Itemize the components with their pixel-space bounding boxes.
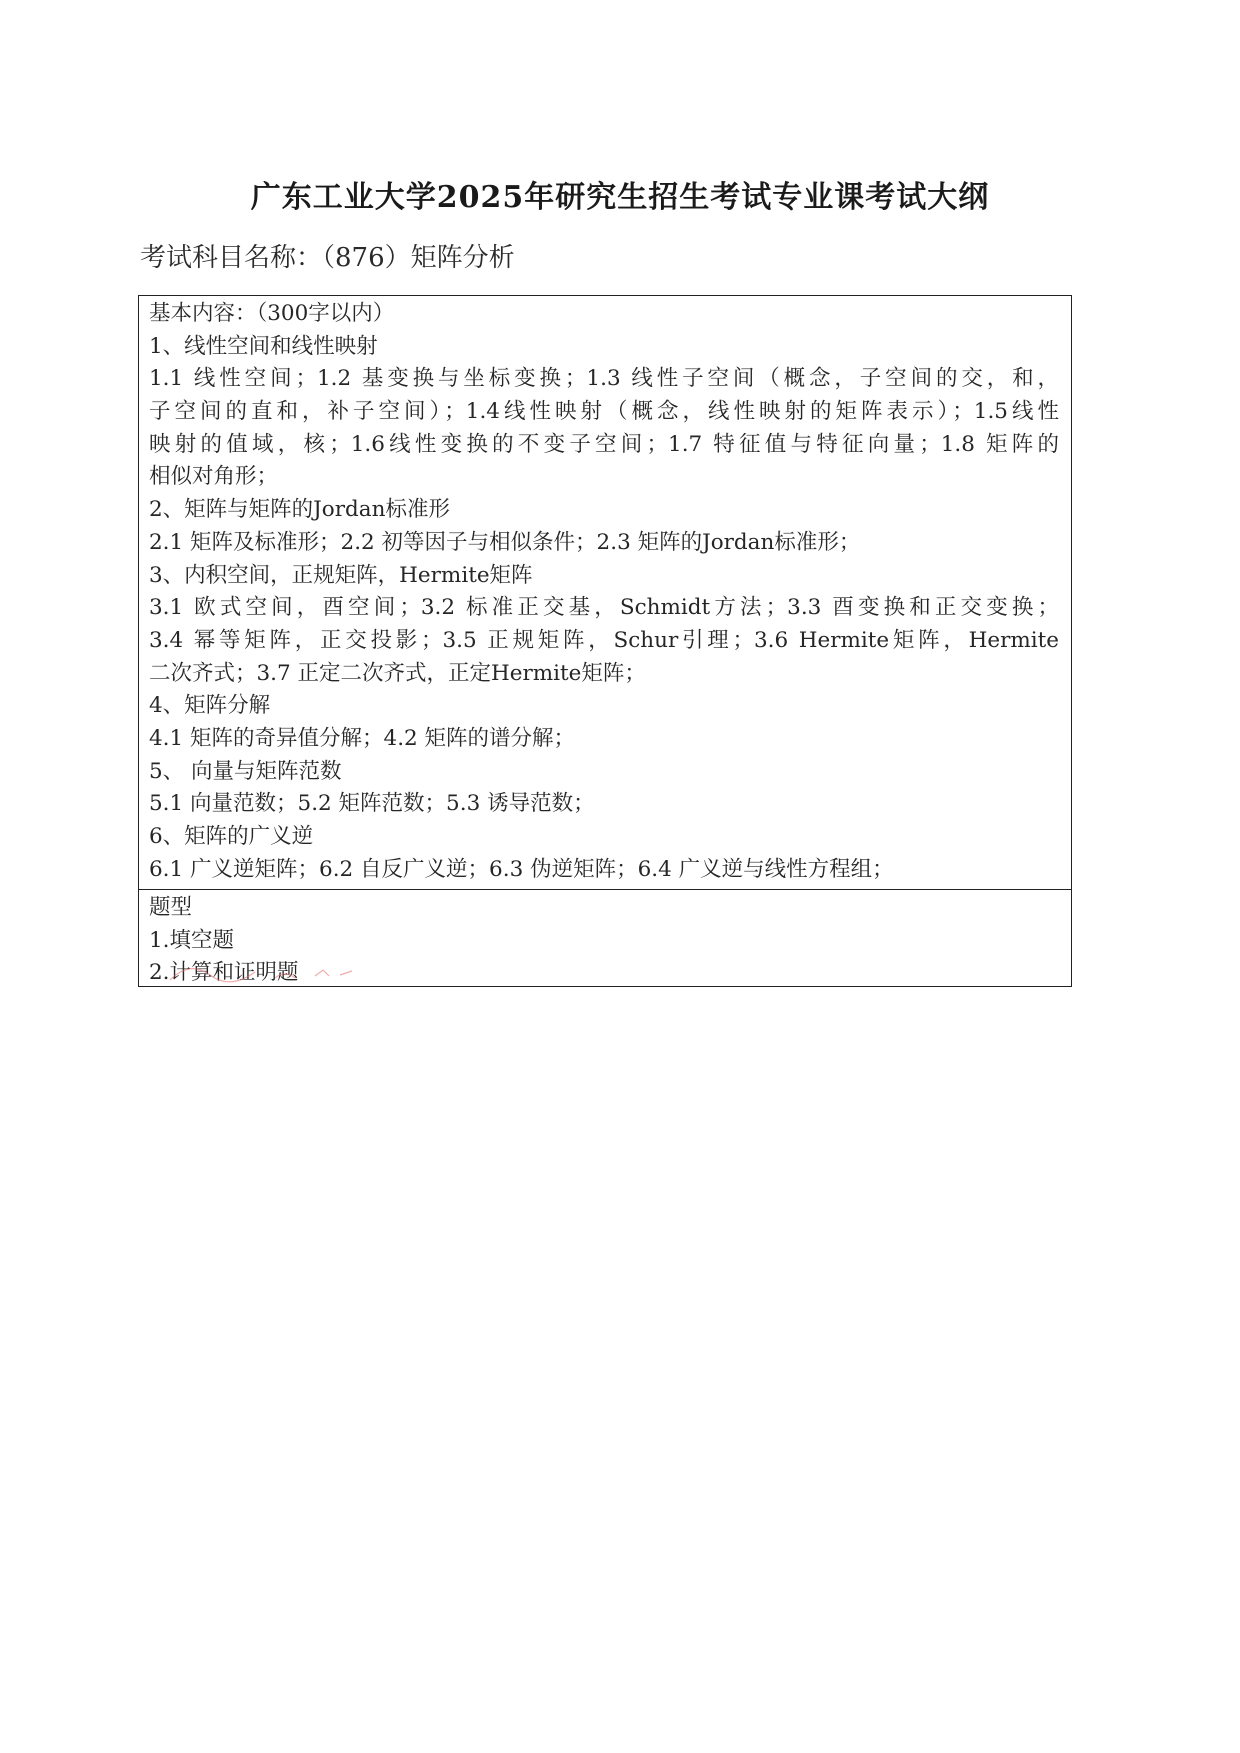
content-line: 4.1 矩阵的奇异值分解；4.2 矩阵的谱分解； — [149, 725, 576, 751]
content-line: 映射的值域，核；1.6线性变换的不变子空间；1.7 特征值与特征向量；1.8 矩阵的 — [149, 431, 1059, 457]
content-line: 3、内积空间，正规矩阵，Hermite矩阵 — [149, 562, 533, 588]
content-line: 4、矩阵分解 — [149, 693, 271, 719]
question-type-item: 2.计算和证明题 — [149, 960, 299, 986]
content-line: 二次齐式；3.7 正定二次齐式，正定Hermite矩阵； — [149, 660, 646, 686]
content-line: 1.1 线性空间；1.2 基变换与坐标变换；1.3 线性子空间（概念，子空间的交，和， — [149, 366, 1059, 392]
question-types-header: 题型 — [149, 895, 193, 920]
content-line: 3.1 欧式空间，酉空间；3.2 标准正交基，Schmidt方法；3.3 酉变换和正交变换； — [149, 595, 1059, 621]
basic-content-cell — [139, 296, 1071, 890]
content-line: 2.1 矩阵及标准形；2.2 初等因子与相似条件；2.3 矩阵的Jordan标准形； — [149, 529, 861, 555]
content-line: 1、线性空间和线性映射 — [149, 333, 378, 359]
content-line: 5.1 向量范数；5.2 矩阵范数；5.3 诱导范数； — [149, 791, 595, 817]
handwritten-mark-icon — [165, 950, 385, 990]
content-line: 相似对角形； — [149, 464, 279, 490]
content-line: 6.1 广义逆矩阵；6.2 自反广义逆；6.3 伪逆矩阵；6.4 广义逆与线性方程组； — [149, 856, 894, 882]
content-line: 6、矩阵的广义逆 — [149, 824, 314, 849]
content-line: 子空间的直和，补子空间）；1.4线性映射（概念，线性映射的矩阵表示）；1.5线性 — [149, 399, 1059, 425]
exam-subject: 考试科目名称：（876）矩阵分析 — [140, 243, 515, 273]
page-title: 广东工业大学2025年研究生招生考试专业课考试大纲 — [250, 180, 990, 215]
content-line: 5、 向量与矩阵范数 — [149, 758, 342, 784]
question-type-item: 1.填空题 — [149, 927, 235, 953]
content-line: 3.4 幂等矩阵，正交投影；3.5 正规矩阵，Schur引理；3.6 Hermite矩阵，Hermite — [149, 627, 1059, 653]
content-header: 基本内容：（300字以内） — [149, 301, 395, 326]
content-line: 2、矩阵与矩阵的Jordan标准形 — [149, 497, 450, 523]
syllabus-table — [138, 295, 1072, 987]
